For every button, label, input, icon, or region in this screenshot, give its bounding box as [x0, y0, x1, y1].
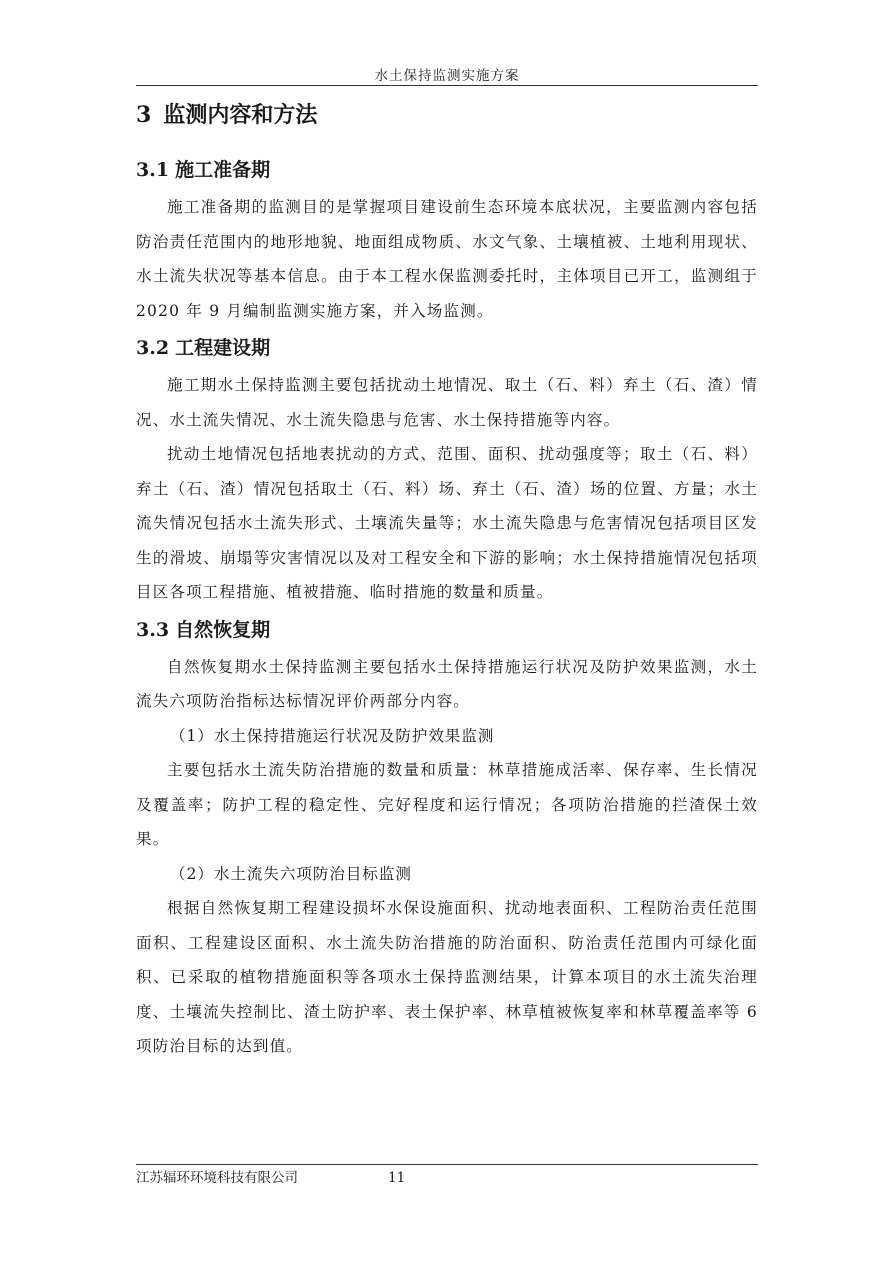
- paragraph: 自然恢复期水土保持监测主要包括水土保持措施运行状况及防护效果监测，水土流失六项防治指标达标情况评价两部分内容。: [136, 657, 758, 710]
- section-heading-3-1: [136, 150, 758, 190]
- paragraph: 施工准备期的监测目的是掌握项目建设前生态环境本底状况，主要监测内容包括防治责任范围内的地形地貌、地面组成物质、水文气象、土壤植被、土地利用现状、水土流失状况等基本信息。由于本工程水保监测委托时，主体项目已开工，监测组于 2020 年 9 月编制监测实施方案，并入场监测。: [136, 198, 758, 320]
- section-number: 3.1: [136, 159, 170, 181]
- paragraph: 根据自然恢复期工程建设损坏水保设施面积、扰动地表面积、工程防治责任范围面积、工程建设区面积、水土流失防治措施的防治面积、防治责任范围内可绿化面积、已采取的植物措施面积等各项水土保持监测结果，计算本项目的水土流失治理度、土壤流失控制比、渣土防护率、表土保护率、林草植被恢复率和林草覆盖率等 6 项防治目标的达到值。: [136, 899, 758, 1055]
- section-heading-3-3: [136, 610, 758, 650]
- paragraph: 施工期水土保持监测主要包括扰动土地情况、取土（石、料）弃土（石、渣）情况、水土流失情况、水土流失隐患与危害、水土保持措施等内容。: [136, 376, 758, 429]
- header-rule: [136, 85, 758, 86]
- section-title: 自然恢复期: [175, 618, 271, 641]
- section-number: 3.3: [136, 618, 170, 641]
- page-number: 11: [388, 1170, 406, 1186]
- paragraph: 扰动土地情况包括地表扰动的方式、范围、面积、扰动强度等；取土（石、料）弃土（石、渣）情况包括取土（石、料）场、弃土（石、渣）场的位置、方量；水土流失情况包括水土流失形式、土壤流失量等；水土流失隐患与危害情况包括项目区发生的滑坡、崩塌等灾害情况以及对工程安全和下游的影响；水土保持措施情况包括项目区各项工程措施、植被措施、临时措施的数量和质量。: [136, 445, 758, 601]
- section-number: 3.2: [136, 337, 170, 359]
- section-title: 工程建设期: [175, 337, 271, 359]
- footer-rule: [136, 1164, 758, 1165]
- paragraph: 主要包括水土流失防治措施的数量和质量：林草措施成活率、保存率、生长情况及覆盖率；防护工程的稳定性、完好程度和运行情况；各项防治措施的拦渣保土效果。: [136, 761, 758, 848]
- running-header: 水土保持监测实施方案: [374, 68, 520, 84]
- section-title: 施工准备期: [175, 159, 271, 181]
- chapter-number: 3: [136, 102, 152, 128]
- chapter-heading: [136, 96, 758, 134]
- page-content: [136, 96, 758, 1064]
- chapter-title: 监测内容和方法: [163, 102, 318, 128]
- footer-company: 江苏辐环环境科技有限公司: [136, 1170, 298, 1186]
- subsection-heading: （2）水土流失六项防治目标监测: [170, 864, 412, 883]
- section-heading-3-2: [136, 328, 758, 368]
- subsection-heading: （1）水土保持措施运行状况及防护效果监测: [170, 726, 495, 745]
